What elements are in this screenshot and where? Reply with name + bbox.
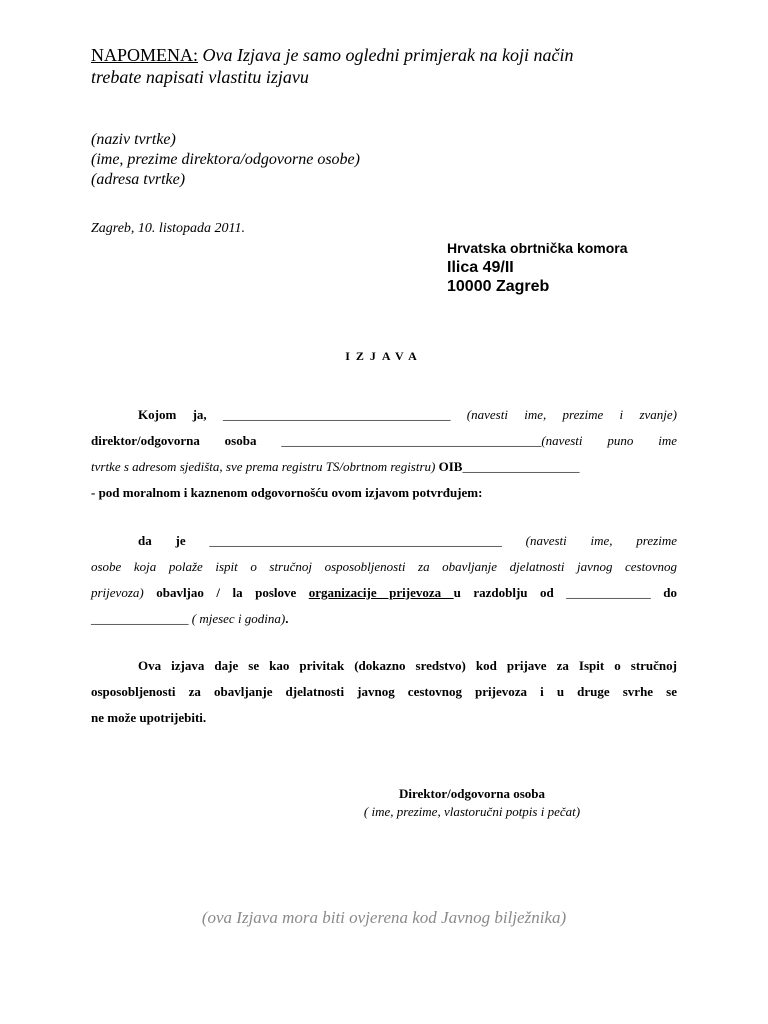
- note-text-line1: Ova Izjava je samo ogledni primjerak na koji način: [198, 45, 574, 65]
- p2-line4: [91, 606, 677, 632]
- note-block: [91, 44, 691, 88]
- p2-l4-hint: ( mjesec i godina): [188, 611, 286, 626]
- note-label: NAPOMENA:: [91, 45, 199, 65]
- p3-line3: ne može upotrijebiti.: [91, 710, 207, 725]
- p2-l3-hint: prijevoza): [91, 585, 144, 600]
- p1-oib-label: OIB: [435, 459, 463, 474]
- p1-line4: - pod moralnom i kaznenom odgovornošću ovom izjavom potvrđujem:: [91, 485, 483, 500]
- p2-l3-do: do: [650, 585, 677, 600]
- paragraph-declarant: [91, 402, 677, 506]
- date-line: Zagreb, 10. listopada 2011.: [91, 221, 246, 236]
- p1-oib-blank: __________________: [462, 459, 580, 474]
- note-text-line2: trebate napisati vlastitu izjavu: [91, 67, 309, 87]
- p3-line2: osposobljenosti za obavljanje djelatnosti javnog cestovnog prijevoza i u druge svrhe se: [91, 684, 677, 699]
- signature-hint: ( ime, prezime, vlastoručni potpis i pečat): [363, 804, 581, 819]
- p1-l1-hint: (navesti ime, prezime i zvanje): [450, 407, 677, 422]
- p1-line1: [91, 402, 677, 428]
- p1-l2-bold: direktor/odgovorna osoba: [91, 433, 282, 448]
- p3-line1: Ova izjava daje se kao privitak (dokazno sredstvo) kod prijave za Ispit o stručnoj: [138, 658, 677, 673]
- p2-line1: [91, 528, 677, 554]
- p2-l3-underlined: organizacije prijevoza: [308, 585, 454, 600]
- sender-block: [91, 130, 360, 190]
- signature-block: [127, 785, 768, 821]
- recipient-street: Ilica 49/II: [447, 259, 514, 276]
- p1-line2: [91, 428, 677, 454]
- signature-title: Direktor/odgovorna osoba: [398, 786, 545, 801]
- p2-l1-bold: da je: [138, 533, 210, 548]
- p2-to-blank: _______________: [91, 611, 189, 626]
- p1-line3: [91, 454, 677, 480]
- p2-l3-bold: obavljao / la poslove: [143, 585, 309, 600]
- p1-company-blank: ________________________________________: [281, 433, 542, 448]
- p1-name-blank: ___________________________________: [222, 407, 451, 422]
- recipient-city: 10000 Zagreb: [447, 278, 550, 295]
- document-title: IZJAVA: [345, 349, 423, 363]
- p1-l3-hint: tvrtke s adresom sjedišta, sve prema registru TS/obrtnom registru): [91, 459, 436, 474]
- p2-name-blank: _____________________________________________: [209, 533, 502, 548]
- sender-director: (ime, prezime direktora/odgovorne osobe): [91, 151, 360, 168]
- p2-line2: osobe koja polaže ispit o stručnoj osposobljenosti za obavljanje djelatnosti javnog cestovnog: [91, 559, 677, 574]
- p2-l3-bold2: u razdoblju od: [453, 585, 567, 600]
- p2-from-blank: _____________: [566, 585, 651, 600]
- paragraph-purpose: [91, 653, 677, 731]
- p2-l4-end: .: [285, 611, 289, 626]
- p1-l2-hint: (navesti puno ime: [541, 433, 677, 448]
- sender-company: (naziv tvrtke): [91, 131, 176, 148]
- p2-line3: [91, 580, 677, 606]
- p2-l1-hint: (navesti ime, prezime: [501, 533, 677, 548]
- notary-footer-note: (ova Izjava mora biti ovjerena kod Javnog bilježnika): [201, 908, 567, 927]
- recipient-name: Hrvatska obrtnička komora: [447, 240, 628, 256]
- paragraph-candidate: [91, 528, 677, 632]
- sender-address: (adresa tvrtke): [91, 171, 186, 188]
- recipient-block: [447, 239, 628, 296]
- p1-l1-bold: Kojom ja,: [138, 407, 223, 422]
